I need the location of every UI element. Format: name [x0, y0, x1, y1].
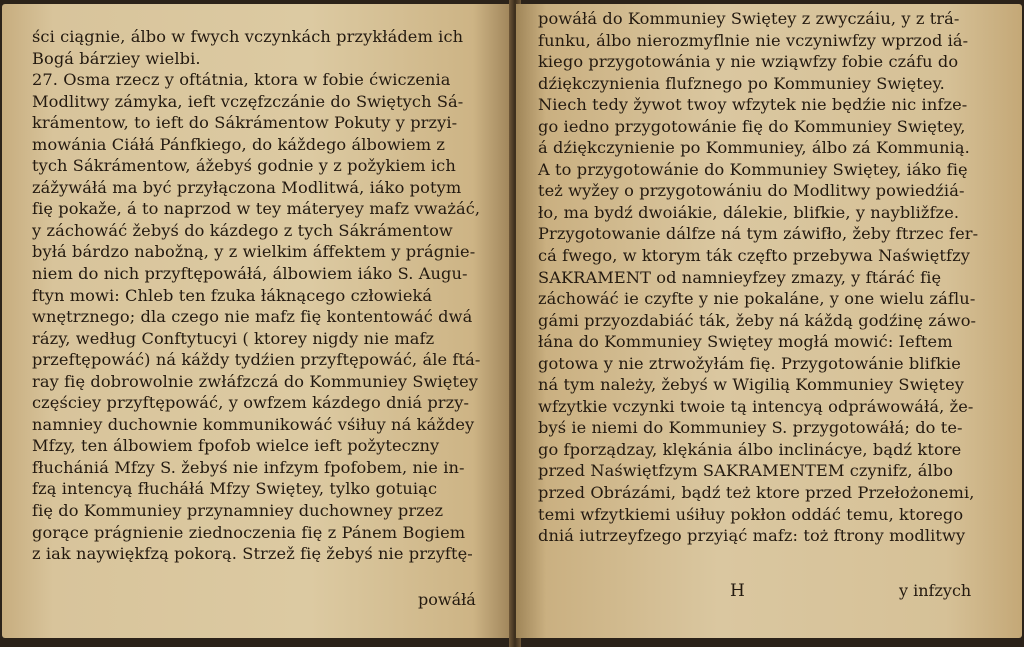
text-line: temi wfzytkiemi uśiłuy pokłon oddáć temu, ktorego [538, 504, 964, 524]
text-line: dniá iutrzeyfzego przyiąć mafz: toż ftrony modlitwy [538, 526, 966, 546]
text-line: fłuchániá Mfzy S. žebyś nie infzym fpofobem, nie in- [32, 457, 465, 477]
text-line: łána do Kommuniey Swiętey mogłá mowić: Ieftem [538, 332, 953, 352]
text-line: go iedno przygotowánie fię do Kommuniey Swiętey, [538, 116, 966, 136]
text-line: dźiękczynienia flufznego po Kommuniey Swiętey. [538, 73, 945, 93]
text-line: Niech tedy žywot twoy wfzytek nie będźie nic infze- [538, 95, 968, 115]
text-line: ray fię dobrowolnie zwłáfzczá do Kommuniey Swiętey [32, 371, 479, 391]
text-line: niem do nich przyftępowáłá, álbowiem iáko S. Augu- [32, 264, 468, 284]
text-line: przed Obrázámi, bądź też ktore przed Przełożonemi, [538, 483, 975, 503]
text-line: y záchowáć žebyś do kázdego z tych Sákrámentow [32, 220, 453, 240]
text-line: częściey przyftępowáć, y owfzem kázdego dniá przy- [32, 393, 470, 413]
text-line: cá fwego, w ktorym ták częfto przebywa Naświętfzy [538, 246, 970, 266]
text-line: gámi przyozdabiáć ták, žeby ná káždą godźinę záwo- [538, 310, 977, 330]
right-page-text [538, 8, 1006, 547]
text-line: namniey duchownie kommunikowáć vśiłuy ná káždey [32, 414, 475, 434]
text-line: ści ciągnie, álbo w fwych vczynkách przykłádem ich [32, 27, 464, 46]
text-line: A to przygotowánie do Kommuniey Swiętey, iáko fię [538, 159, 968, 179]
left-catchword: powáłá [418, 590, 476, 609]
right-catchword: y infzych [899, 581, 972, 600]
text-line: rázy, według Conftytucyi ( ktorey nigdy nie mafz [32, 328, 435, 348]
text-line: Przygotowanie dálfze ná tym záwifło, žeby ftrzec fer- [538, 224, 979, 244]
text-line: ftyn mowi: Chleb ten fzuka łáknącego człowieká [32, 285, 433, 305]
left-page-text [32, 26, 492, 565]
text-line: záchowáć ie czyfte y nie pokaláne, y one wielu záflu- [538, 289, 976, 309]
text-line: fię do Kommuniey przynamniey duchowney przez [32, 501, 444, 521]
text-line: przed Naświętfzym SAKRAMENTEM czynifz, álbo [538, 461, 954, 481]
text-line: gotowa y nie ztrwožyłám fię. Przygotowánie blifkie [538, 353, 961, 373]
text-line: ná tym należy, žebyś w Wigilią Kommuniey Swiętey [538, 375, 965, 395]
text-line: ło, ma bydź dwoiákie, dálekie, blifkie, y naybližfze. [538, 202, 960, 222]
text-line: też wyžey o przygotowániu do Modlitwy powiedźiá- [538, 181, 965, 201]
text-line: SAKRAMENT od namnieyfzey zmazy, y ftáráć fię [538, 267, 942, 287]
text-line: á dźiękczynienie po Kommuniey, álbo zá Kommunią. [538, 138, 970, 158]
text-line: byłá bárdzo nabožną, y z wielkim áffektem y prágnie- [32, 242, 476, 262]
text-line: funku, álbo nierozmyflnie nie vczyniwfzy wprzod iá- [538, 30, 969, 50]
right-page [516, 4, 1022, 638]
text-line: Mfzy, ten álbowiem fpofob wielce ieft požyteczny [32, 436, 440, 456]
text-line: powáłá do Kommuniey Swiętey z zwyczáiu, y z trá- [538, 9, 960, 28]
text-line: go fporządzay, klękánia álbo inclinácye, bądź ktore [538, 439, 962, 459]
text-line: krámentow, to ieft do Sákrámentow Pokuty y przyi- [32, 113, 458, 133]
text-line: przeftępowáć) ná káždy tydźien przyftępowáć, ále ftá- [32, 350, 481, 370]
text-line: kiego przygotowánia y nie wziąwfzy fobie czáfu do [538, 52, 959, 72]
text-line: Bogá bárziey wielbi. [32, 48, 201, 68]
text-line: gorące prágnienie ziednoczenia fię z Pánem Bogiem [32, 522, 466, 542]
text-line: z iak naywiękfzą pokorą. Strzež fię žebyś nie przyftę- [32, 544, 473, 564]
signature-mark: H [730, 581, 745, 601]
text-line: fię pokaže, á to naprzod w tey máteryey mafz vważáć, [32, 199, 481, 219]
text-line: fzą intencyą fłucháłá Mfzy Swiętey, tylko gotuiąc [32, 479, 438, 499]
text-line: tych Sákrámentow, ážebyś godnie y z požykiem ich [32, 156, 456, 176]
text-line: wfzytkie vczynki twoie tą intencyą odpráwowáłá, že- [538, 396, 974, 416]
text-line: mowánia Ciáłá Pánfkiego, do káždego álbowiem z [32, 134, 446, 154]
text-line: zážywáłá ma być przyłączona Modlitwá, iáko potym [32, 177, 462, 197]
left-page [2, 4, 514, 638]
text-line: 27. Osma rzecz y oftátnia, ktora w fobie ćwiczenia [32, 70, 451, 90]
text-line: byś ie niemi do Kommuniey S. przygotowáłá; do te- [538, 418, 963, 438]
text-line: wnętrznego; dla czego nie mafz fię kontentowáć dwá [32, 307, 473, 327]
text-line: Modlitwy zámyka, ieft vczęfzczánie do Swiętych Sá- [32, 91, 464, 111]
